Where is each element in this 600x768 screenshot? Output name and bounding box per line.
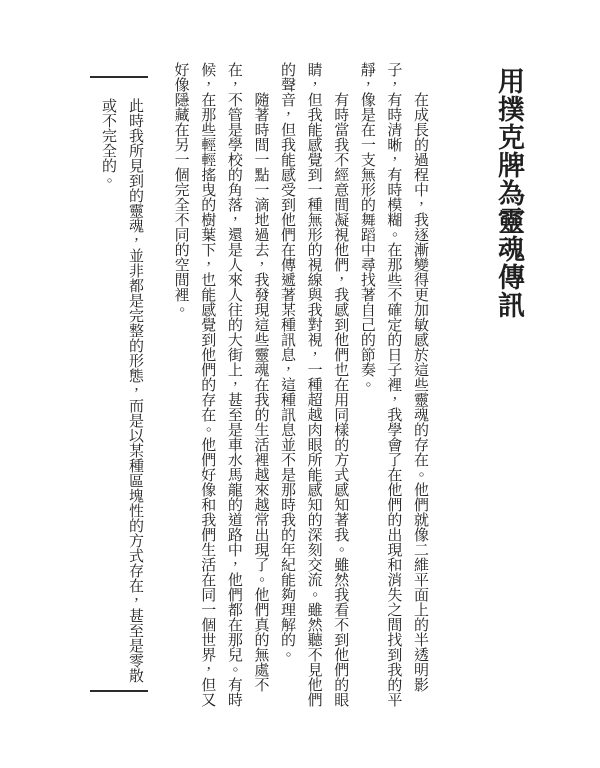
paragraph-3: 隨著時間一點一滴地過去，我發現這些靈魂在我的生活裡越來越常出現了。他們真的無處不在，不管是學校的角落，還是人來人往的大街上，甚至是車水馬龍的道路中，他們都在那兒。有時候，在那些輕輕搖曳的樹葉下，也能感覺到他們的存在。他們好像和我們生活在同一個世界，但又好像隱藏在另一個完全不同的空間裡。 (172, 62, 269, 707)
pull-quote-text: 此時我所見到的靈魂，並非都是完整的形態，而是以某種區塊性的方式存在，甚至是零散或不完全的。 (100, 98, 143, 683)
article-title: 用撲克牌為靈魂傳訊 (494, 67, 524, 319)
article-body (167, 62, 433, 708)
paragraph-1: 在成長的過程中，我逐漸變得更加敏感於這些靈魂的存在。他們就像二維平面上的半透明影子，有時清晰，有時模糊。在那些不確定的日子裡，我學會了在他們的出現和消失之間找到我的平靜，像是在一支無形的舞蹈中尋找著自己的節奏。 (358, 62, 428, 707)
paragraph-2: 有時當我不經意間凝視他們，我感到他們也在用同樣的方式感知著我。雖然我看不到他們的眼睛，但我能感覺到一種無形的視線與我對視，一種超越肉眼所能感知的深刻交流。雖然聽不見他們的聲音，但我能感受到他們在傳遞著某種訊息，這種訊息並不是那時我的年紀能夠理解的。 (279, 62, 349, 707)
pull-quote-block (90, 76, 148, 692)
